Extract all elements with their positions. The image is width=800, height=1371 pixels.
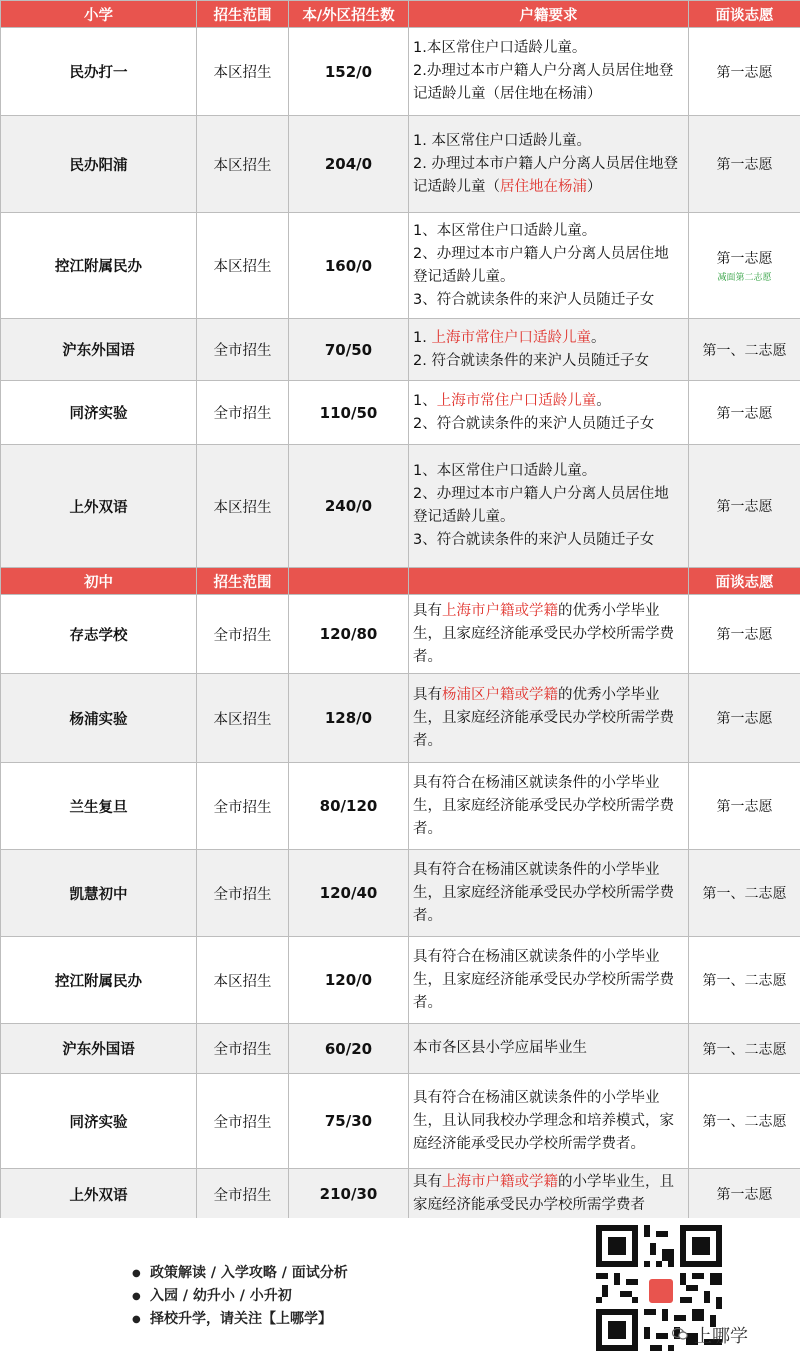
primary-header-row (1, 1, 800, 28)
enroll-scope: 全市招生 (197, 1024, 289, 1074)
requirement (409, 213, 689, 319)
preference: 第一、二志愿 (689, 1024, 800, 1074)
table-row (1, 319, 800, 381)
requirement-text: 。 (596, 392, 611, 409)
table-row (1, 28, 800, 116)
school-name: 凯慧初中 (1, 850, 197, 937)
wechat-icon (672, 1327, 688, 1341)
requirement-text: 的小学毕业生，且家庭经济能承受民办学校所需学费者 (413, 1174, 674, 1213)
table-row (1, 213, 800, 319)
requirement: 具有符合在杨浦区就读条件的小学毕业生，且家庭经济能承受民办学校所需学费者。 (409, 937, 689, 1024)
requirement-line (413, 390, 682, 413)
requirement-line (413, 327, 682, 350)
table-row (1, 381, 800, 445)
requirement (409, 595, 689, 674)
quota: 75/30 (289, 1074, 409, 1169)
quota: 128/0 (289, 674, 409, 763)
requirement-text: 2. 办理过本市户籍人户分离人员居住地登记适龄儿童（ (413, 155, 678, 195)
requirement-line: 3、符合就读条件的来沪人员随迁子女 (413, 532, 655, 548)
requirement: 具有符合在杨浦区就读条件的小学毕业生，且家庭经济能承受民办学校所需学费者。 (409, 850, 689, 937)
promo-bullet: ● 择校升学，请关注【上哪学】 (132, 1308, 348, 1331)
preference-text: 第一志愿 (716, 251, 773, 267)
header-requirement: 户籍要求 (409, 1, 689, 28)
header-scope: 招生范围 (197, 568, 289, 595)
preference: 第一志愿 (689, 1169, 800, 1220)
requirement-highlight: 上海市常住户口适龄儿童 (436, 392, 597, 409)
header-preference: 面谈志愿 (689, 568, 800, 595)
table-row (1, 937, 800, 1024)
school-name: 同济实验 (1, 381, 197, 445)
school-name: 民办阳浦 (1, 116, 197, 213)
requirement-line: 2、办理过本市户籍人户分离人员居住地登记适龄儿童。 (413, 245, 669, 285)
preference: 第一志愿 (689, 763, 800, 850)
enroll-scope: 全市招生 (197, 381, 289, 445)
middle-header-row (1, 568, 800, 595)
requirement-text: 1、 (413, 392, 437, 409)
requirement-line: 3、符合就读条件的来沪人员随迁子女 (413, 291, 655, 308)
school-name: 上外双语 (1, 1169, 197, 1220)
requirement-text: 的优秀小学毕业生，且家庭经济能承受民办学校所需学费者。 (413, 602, 674, 665)
enroll-scope: 全市招生 (197, 850, 289, 937)
preference: 第一、二志愿 (689, 1074, 800, 1169)
quota: 70/50 (289, 319, 409, 381)
requirement-highlight: 杨浦区户籍或学籍 (442, 686, 558, 703)
requirement-line: 1. 本区常住户口适龄儿童。 (413, 132, 591, 149)
requirement-highlight: 上海市户籍或学籍 (442, 1174, 558, 1190)
header-school: 小学 (1, 1, 197, 28)
requirement-text: 具有 (413, 686, 442, 703)
table-row (1, 850, 800, 937)
table-row (1, 674, 800, 763)
quota: 60/20 (289, 1024, 409, 1074)
enroll-scope: 全市招生 (197, 763, 289, 850)
preference: 第一、二志愿 (689, 937, 800, 1024)
requirement-line: 2. 符合就读条件的来沪人员随迁子女 (413, 352, 649, 369)
enroll-scope: 全市招生 (197, 319, 289, 381)
quota: 152/0 (289, 28, 409, 116)
school-name: 兰生复旦 (1, 763, 197, 850)
preference: 第一志愿 (689, 595, 800, 674)
enroll-scope: 本区招生 (197, 213, 289, 319)
promo-bullet: ● 政策解读 / 入学攻略 / 面试分析 (132, 1262, 348, 1285)
quota: 160/0 (289, 213, 409, 319)
requirement-line: 1、本区常住户口适龄儿童。 (413, 463, 597, 479)
requirement-highlight: 上海市户籍或学籍 (442, 602, 558, 619)
preference-note: 减面第二志愿 (717, 273, 772, 283)
table-row (1, 1074, 800, 1169)
enroll-scope: 本区招生 (197, 28, 289, 116)
requirement-text: 的优秀小学毕业生，且家庭经济能承受民办学校所需学费者。 (413, 686, 674, 749)
requirement-line: 2、办理过本市户籍人户分离人员居住地登记适龄儿童。 (413, 486, 669, 525)
enroll-scope: 本区招生 (197, 116, 289, 213)
requirement-highlight: 居住地在杨浦 (500, 178, 587, 195)
enroll-scope: 全市招生 (197, 1074, 289, 1169)
header-preference: 面谈志愿 (689, 1, 800, 28)
quota: 110/50 (289, 381, 409, 445)
preference: 第一志愿 (689, 28, 800, 116)
school-name: 控江附属民办 (1, 937, 197, 1024)
school-name: 民办打一 (1, 28, 197, 116)
requirement (409, 319, 689, 381)
requirement-text: 1. (413, 329, 432, 346)
requirement (409, 674, 689, 763)
enroll-scope: 本区招生 (197, 445, 289, 568)
requirement-text: 具有 (413, 1174, 442, 1190)
preference: 第一志愿 (689, 674, 800, 763)
enroll-scope: 本区招生 (197, 674, 289, 763)
school-name: 控江附属民办 (1, 213, 197, 319)
requirement (409, 445, 689, 568)
header-quota: 本/外区招生数 (289, 1, 409, 28)
table-row (1, 1169, 800, 1220)
table-row (1, 445, 800, 568)
requirement (409, 1169, 689, 1220)
preference (689, 213, 800, 319)
enroll-scope: 全市招生 (197, 595, 289, 674)
school-name: 杨浦实验 (1, 674, 197, 763)
quota: 204/0 (289, 116, 409, 213)
table-row (1, 595, 800, 674)
requirement (409, 116, 689, 213)
enroll-scope: 本区招生 (197, 937, 289, 1024)
requirement-line: 2、符合就读条件的来沪人员随迁子女 (413, 415, 655, 432)
quota: 240/0 (289, 445, 409, 568)
quota: 120/40 (289, 850, 409, 937)
requirement-line: 1.本区常住户口适龄儿童。 (413, 40, 587, 56)
logo-icon (647, 1277, 675, 1305)
school-name: 上外双语 (1, 445, 197, 568)
brand-name: 上哪学 (694, 1326, 748, 1347)
requirement-highlight: 上海市常住户口适龄儿童 (431, 329, 591, 346)
preference: 第一、二志愿 (689, 319, 800, 381)
preference: 第一、二志愿 (689, 850, 800, 937)
header-school: 初中 (1, 568, 197, 595)
quota: 210/30 (289, 1169, 409, 1220)
school-name: 沪东外国语 (1, 1024, 197, 1074)
requirement-text: ） (587, 178, 602, 195)
enroll-scope: 全市招生 (197, 1169, 289, 1220)
quota: 80/120 (289, 763, 409, 850)
requirement-text: 具有 (413, 602, 442, 619)
school-name: 存志学校 (1, 595, 197, 674)
requirement-line: 2.办理过本市户籍人户分离人员居住地登记适龄儿童（居住地在杨浦） (413, 63, 674, 102)
requirement-text: 。 (590, 329, 606, 346)
quota: 120/0 (289, 937, 409, 1024)
requirement (409, 28, 689, 116)
preference: 第一志愿 (689, 116, 800, 213)
table-row (1, 1024, 800, 1074)
requirement-line: 1、本区常住户口适龄儿童。 (413, 222, 597, 239)
requirement: 本市各区县小学应届毕业生 (409, 1024, 689, 1074)
requirement (409, 381, 689, 445)
promo-bullet: ● 入园 / 幼升小 / 小升初 (132, 1285, 348, 1308)
school-name: 同济实验 (1, 1074, 197, 1169)
requirement: 具有符合在杨浦区就读条件的小学毕业生，且认同我校办学理念和培养模式，家庭经济能承受民办学校所需学费者。 (409, 1074, 689, 1169)
requirement: 具有符合在杨浦区就读条件的小学毕业生，且家庭经济能承受民办学校所需学费者。 (409, 763, 689, 850)
table-row (1, 763, 800, 850)
promo-bullets (132, 1262, 348, 1331)
school-name: 沪东外国语 (1, 319, 197, 381)
table-row (1, 116, 800, 213)
header-quota (289, 568, 409, 595)
quota: 120/80 (289, 595, 409, 674)
header-requirement (409, 568, 689, 595)
header-scope: 招生范围 (197, 1, 289, 28)
requirement-line (413, 153, 682, 199)
preference: 第一志愿 (689, 445, 800, 568)
preference: 第一志愿 (689, 381, 800, 445)
